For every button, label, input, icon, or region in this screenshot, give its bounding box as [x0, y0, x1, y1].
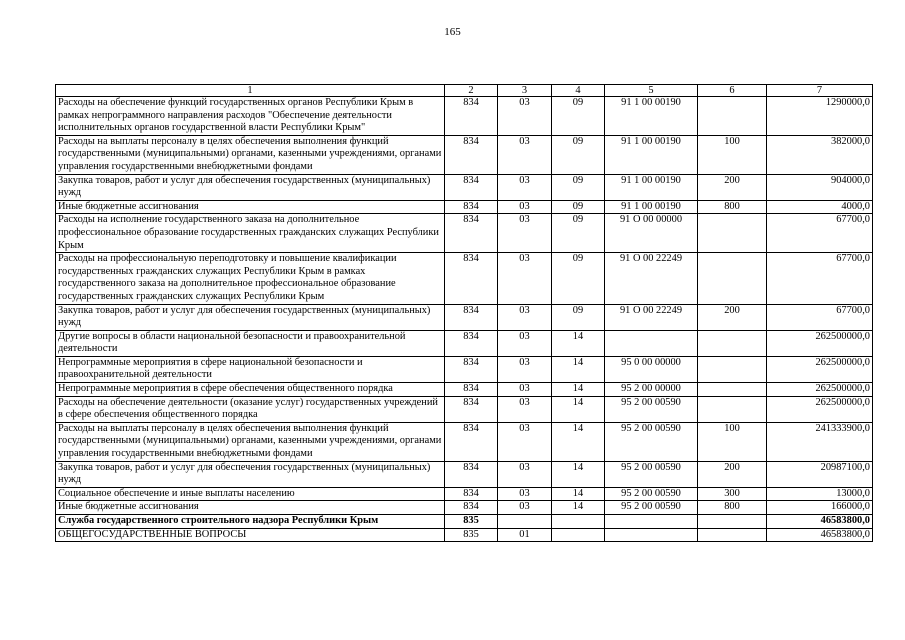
row-vr-cell [698, 330, 767, 356]
row-sum-cell: 1290000,0 [767, 97, 873, 136]
row-gr-cell: 834 [445, 214, 498, 253]
row-vr-cell: 300 [698, 487, 767, 501]
row-rz-cell: 03 [498, 214, 552, 253]
row-rz-cell: 03 [498, 330, 552, 356]
header-cell: 3 [498, 85, 552, 97]
row-gr-cell: 834 [445, 461, 498, 487]
table-row [56, 501, 873, 515]
header-cell: 5 [605, 85, 698, 97]
row-vr-cell: 100 [698, 422, 767, 461]
row-name-cell: Непрограммные мероприятия в сфере обеспечения общественного порядка [56, 383, 445, 397]
row-name-cell: Непрограммные мероприятия в сфере национальной безопасности и правоохранительной деятельности [56, 356, 445, 382]
row-name-cell: Расходы на выплаты персоналу в целях обеспечения выполнения функций государственными (муниципальными) органами, казенными учреждениями, органами управления государственными внебюджетными фондами [56, 135, 445, 174]
row-vr-cell [698, 97, 767, 136]
row-sum-cell: 382000,0 [767, 135, 873, 174]
row-name-cell: Расходы на обеспечение функций государственных органов Республики Крым в рамках непрограммного направления расходов "Обеспечение деятельности исполнительных органов государственной власти Республики Крым" [56, 97, 445, 136]
row-name-cell: ОБЩЕГОСУДАРСТВЕННЫЕ ВОПРОСЫ [56, 528, 445, 542]
row-name-cell: Расходы на выплаты персоналу в целях обеспечения выполнения функций государственными (муниципальными) органами, казенными учреждениями, органами управления государственными внебюджетными фондами [56, 422, 445, 461]
row-vr-cell [698, 528, 767, 542]
row-gr-cell: 834 [445, 174, 498, 200]
table-row [56, 97, 873, 136]
row-gr-cell: 834 [445, 330, 498, 356]
row-sum-cell: 20987100,0 [767, 461, 873, 487]
row-vr-cell: 200 [698, 174, 767, 200]
row-csr-cell [605, 515, 698, 529]
row-pr-cell: 14 [552, 356, 605, 382]
table-row [56, 304, 873, 330]
row-name-cell: Социальное обеспечение и иные выплаты населению [56, 487, 445, 501]
row-vr-cell: 200 [698, 304, 767, 330]
row-sum-cell: 13000,0 [767, 487, 873, 501]
row-name-cell: Иные бюджетные ассигнования [56, 200, 445, 214]
row-sum-cell: 241333900,0 [767, 422, 873, 461]
header-cell: 4 [552, 85, 605, 97]
row-pr-cell [552, 515, 605, 529]
row-name-cell: Другие вопросы в области национальной безопасности и правоохранительной деятельности [56, 330, 445, 356]
row-rz-cell: 03 [498, 304, 552, 330]
row-csr-cell: 95 2 00 00000 [605, 383, 698, 397]
row-gr-cell: 834 [445, 383, 498, 397]
row-vr-cell [698, 253, 767, 304]
table-row [56, 461, 873, 487]
row-csr-cell: 95 0 00 00000 [605, 356, 698, 382]
row-pr-cell: 14 [552, 330, 605, 356]
row-rz-cell: 03 [498, 356, 552, 382]
row-gr-cell: 834 [445, 356, 498, 382]
row-pr-cell: 14 [552, 396, 605, 422]
header-cell: 2 [445, 85, 498, 97]
row-pr-cell: 09 [552, 97, 605, 136]
row-csr-cell: 91 О 00 00000 [605, 214, 698, 253]
row-name-cell: Расходы на исполнение государственного заказа на дополнительное профессиональное образование государственных гражданских служащих Республики Крым [56, 214, 445, 253]
row-gr-cell: 834 [445, 501, 498, 515]
row-csr-cell: 91 1 00 00190 [605, 97, 698, 136]
row-csr-cell: 91 О 00 22249 [605, 304, 698, 330]
table-row [56, 135, 873, 174]
row-csr-cell: 91 О 00 22249 [605, 253, 698, 304]
table-row [56, 396, 873, 422]
row-vr-cell: 800 [698, 200, 767, 214]
row-gr-cell: 834 [445, 422, 498, 461]
row-sum-cell: 46583800,0 [767, 528, 873, 542]
row-pr-cell: 09 [552, 214, 605, 253]
row-csr-cell: 95 2 00 00590 [605, 422, 698, 461]
row-gr-cell: 834 [445, 200, 498, 214]
row-pr-cell: 14 [552, 501, 605, 515]
row-sum-cell: 67700,0 [767, 253, 873, 304]
row-gr-cell: 834 [445, 304, 498, 330]
row-rz-cell: 03 [498, 422, 552, 461]
row-vr-cell: 800 [698, 501, 767, 515]
row-name-cell: Иные бюджетные ассигнования [56, 501, 445, 515]
row-rz-cell: 03 [498, 487, 552, 501]
row-gr-cell: 834 [445, 396, 498, 422]
row-rz-cell: 03 [498, 383, 552, 397]
row-vr-cell: 200 [698, 461, 767, 487]
row-pr-cell: 14 [552, 461, 605, 487]
row-gr-cell: 835 [445, 528, 498, 542]
row-vr-cell [698, 383, 767, 397]
row-pr-cell: 09 [552, 253, 605, 304]
row-csr-cell: 95 2 00 00590 [605, 487, 698, 501]
row-sum-cell: 262500000,0 [767, 330, 873, 356]
table-row [56, 200, 873, 214]
row-rz-cell: 03 [498, 396, 552, 422]
budget-table [55, 84, 873, 542]
row-sum-cell: 166000,0 [767, 501, 873, 515]
table-row [56, 515, 873, 529]
row-vr-cell [698, 356, 767, 382]
row-gr-cell: 834 [445, 135, 498, 174]
row-sum-cell: 904000,0 [767, 174, 873, 200]
row-name-cell: Закупка товаров, работ и услуг для обеспечения государственных (муниципальных) нужд [56, 174, 445, 200]
table-row [56, 383, 873, 397]
row-rz-cell: 03 [498, 97, 552, 136]
row-name-cell: Расходы на профессиональную переподготовку и повышение квалификации государственных гражданских служащих Республики Крым в рамках государственного заказа на дополнительное профессиональное образование государственных гражданских служащих Республики Крым [56, 253, 445, 304]
row-vr-cell [698, 515, 767, 529]
row-gr-cell: 834 [445, 253, 498, 304]
row-pr-cell: 09 [552, 135, 605, 174]
row-vr-cell [698, 214, 767, 253]
row-pr-cell: 09 [552, 200, 605, 214]
row-sum-cell: 46583800,0 [767, 515, 873, 529]
row-csr-cell: 91 1 00 00190 [605, 200, 698, 214]
row-rz-cell: 03 [498, 461, 552, 487]
row-sum-cell: 262500000,0 [767, 356, 873, 382]
table-row [56, 330, 873, 356]
table-row [56, 422, 873, 461]
table-row [56, 528, 873, 542]
row-gr-cell: 834 [445, 97, 498, 136]
row-rz-cell: 03 [498, 135, 552, 174]
table-row [56, 174, 873, 200]
row-rz-cell: 03 [498, 253, 552, 304]
row-csr-cell [605, 330, 698, 356]
row-csr-cell [605, 528, 698, 542]
header-row [56, 85, 873, 97]
row-name-cell: Расходы на обеспечение деятельности (оказание услуг) государственных учреждений в сфере обеспечения общественного порядка [56, 396, 445, 422]
row-pr-cell: 14 [552, 422, 605, 461]
page-number: 165 [444, 26, 461, 38]
row-name-cell: Закупка товаров, работ и услуг для обеспечения государственных (муниципальных) нужд [56, 461, 445, 487]
row-csr-cell: 91 1 00 00190 [605, 135, 698, 174]
table-row [56, 253, 873, 304]
header-cell: 7 [767, 85, 873, 97]
row-rz-cell: 03 [498, 174, 552, 200]
row-sum-cell: 67700,0 [767, 214, 873, 253]
row-sum-cell: 262500000,0 [767, 396, 873, 422]
row-vr-cell [698, 396, 767, 422]
table-row [56, 487, 873, 501]
row-rz-cell [498, 515, 552, 529]
row-sum-cell: 262500000,0 [767, 383, 873, 397]
row-rz-cell: 03 [498, 200, 552, 214]
row-sum-cell: 4000,0 [767, 200, 873, 214]
row-csr-cell: 95 2 00 00590 [605, 396, 698, 422]
row-rz-cell: 03 [498, 501, 552, 515]
row-gr-cell: 835 [445, 515, 498, 529]
row-csr-cell: 95 2 00 00590 [605, 461, 698, 487]
row-name-cell: Служба государственного строительного надзора Республики Крым [56, 515, 445, 529]
table-row [56, 356, 873, 382]
row-csr-cell: 91 1 00 00190 [605, 174, 698, 200]
row-vr-cell: 100 [698, 135, 767, 174]
row-pr-cell: 09 [552, 174, 605, 200]
row-name-cell: Закупка товаров, работ и услуг для обеспечения государственных (муниципальных) нужд [56, 304, 445, 330]
table-row [56, 214, 873, 253]
row-gr-cell: 834 [445, 487, 498, 501]
row-pr-cell: 14 [552, 383, 605, 397]
row-rz-cell: 01 [498, 528, 552, 542]
header-cell: 1 [56, 85, 445, 97]
row-pr-cell [552, 528, 605, 542]
row-csr-cell: 95 2 00 00590 [605, 501, 698, 515]
row-sum-cell: 67700,0 [767, 304, 873, 330]
row-pr-cell: 14 [552, 487, 605, 501]
row-pr-cell: 09 [552, 304, 605, 330]
header-cell: 6 [698, 85, 767, 97]
